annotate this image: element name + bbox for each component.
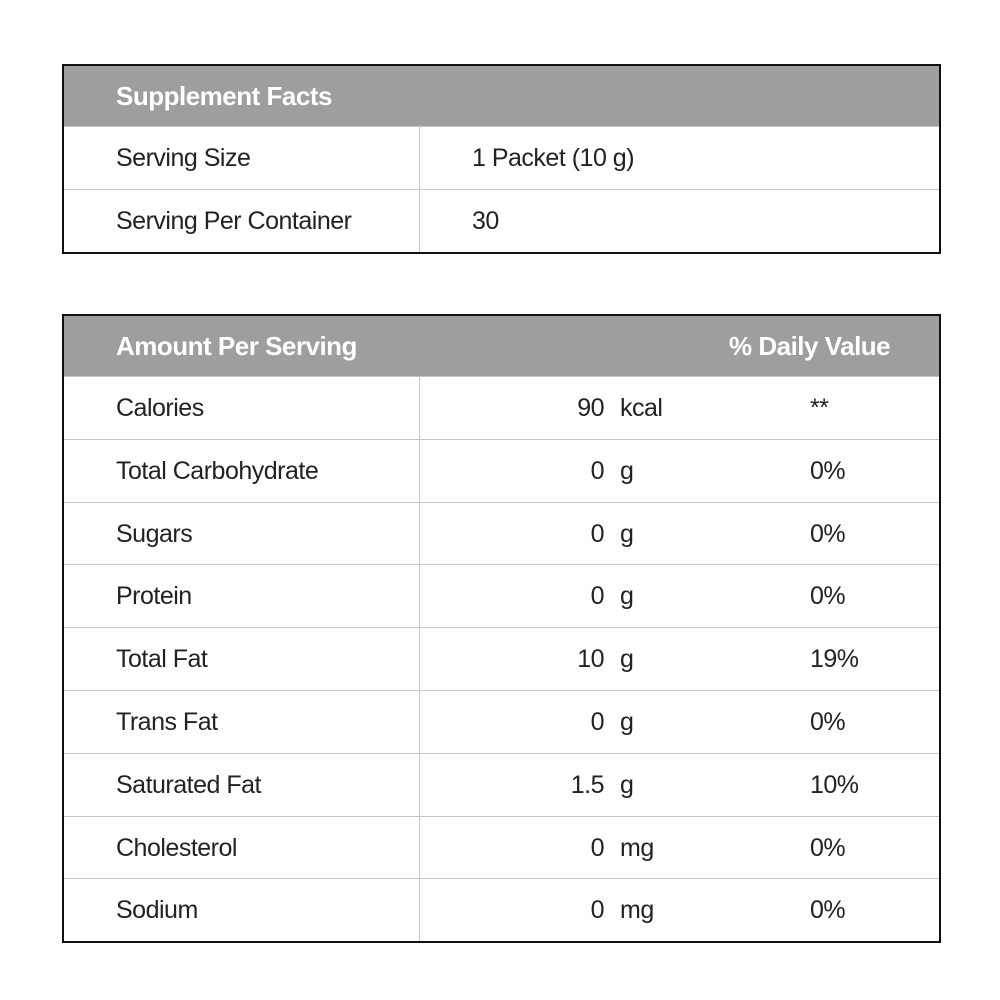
nutrition-table <box>62 314 941 943</box>
nutrient-daily-value: 0% <box>810 707 846 736</box>
nutrient-label: Saturated Fat <box>116 770 261 799</box>
column-divider <box>419 565 420 627</box>
nutrient-label: Total Fat <box>116 645 208 674</box>
nutrient-amount: 90 <box>577 394 604 422</box>
nutrient-amount: 0 <box>590 896 604 925</box>
serving-size-label: Serving Size <box>116 144 251 172</box>
column-divider <box>419 628 420 690</box>
nutrient-label: Calories <box>116 394 204 422</box>
serving-size-row <box>64 126 939 189</box>
nutrient-unit: g <box>620 645 634 674</box>
nutrient-amount: 0 <box>590 456 604 485</box>
table-row <box>64 627 939 690</box>
nutrient-unit: mg <box>620 833 654 862</box>
nutrient-daily-value: 0% <box>810 582 846 611</box>
nutrient-amount: 0 <box>590 582 604 611</box>
nutrient-amount: 10 <box>577 645 604 674</box>
column-divider <box>419 691 420 753</box>
supplement-facts-title: Supplement Facts <box>116 81 332 111</box>
nutrient-label: Total Carbohydrate <box>116 456 319 485</box>
column-divider <box>419 440 420 502</box>
column-divider <box>419 754 420 816</box>
servings-per-container-row <box>64 189 939 252</box>
nutrient-daily-value: 0% <box>810 896 846 925</box>
nutrient-label: Cholesterol <box>116 833 237 862</box>
nutrient-amount: 0 <box>590 833 604 862</box>
nutrient-amount: 1.5 <box>570 770 604 799</box>
column-divider <box>419 879 420 941</box>
table-row <box>64 753 939 816</box>
nutrient-label: Trans Fat <box>116 707 218 736</box>
nutrient-unit: g <box>620 456 634 485</box>
daily-value-heading: % Daily Value <box>729 331 891 361</box>
column-divider <box>419 377 420 439</box>
supplement-facts-header <box>64 66 939 126</box>
nutrient-daily-value: ** <box>810 394 829 422</box>
nutrition-header <box>64 316 939 376</box>
nutrient-daily-value: 0% <box>810 833 846 862</box>
nutrient-amount: 0 <box>590 707 604 736</box>
nutrient-daily-value: 0% <box>810 519 846 548</box>
nutrient-unit: g <box>620 707 634 736</box>
nutrient-unit: mg <box>620 896 654 925</box>
nutrient-label: Protein <box>116 582 192 611</box>
nutrient-amount: 0 <box>590 519 604 548</box>
table-row <box>64 816 939 879</box>
supplement-facts-table <box>62 64 941 254</box>
nutrient-unit: g <box>620 582 634 611</box>
nutrient-unit: g <box>620 770 634 799</box>
table-row <box>64 376 939 439</box>
nutrient-daily-value: 0% <box>810 456 846 485</box>
nutrition-rows <box>64 376 939 941</box>
column-divider <box>419 190 420 252</box>
serving-size-value: 1 Packet (10 g) <box>472 144 635 172</box>
table-row <box>64 690 939 753</box>
column-divider <box>419 127 420 189</box>
nutrient-unit: g <box>620 519 634 548</box>
nutrient-unit: kcal <box>620 394 663 422</box>
nutrient-daily-value: 19% <box>810 645 859 674</box>
table-row <box>64 502 939 565</box>
nutrient-label: Sodium <box>116 896 198 925</box>
column-divider <box>419 503 420 565</box>
nutrient-daily-value: 10% <box>810 770 859 799</box>
column-divider <box>419 817 420 879</box>
servings-per-container-label: Serving Per Container <box>116 207 352 235</box>
amount-per-serving-heading: Amount Per Serving <box>116 331 357 361</box>
table-row <box>64 439 939 502</box>
table-row <box>64 564 939 627</box>
nutrient-label: Sugars <box>116 519 193 548</box>
table-row <box>64 878 939 941</box>
servings-per-container-value: 30 <box>472 207 499 235</box>
